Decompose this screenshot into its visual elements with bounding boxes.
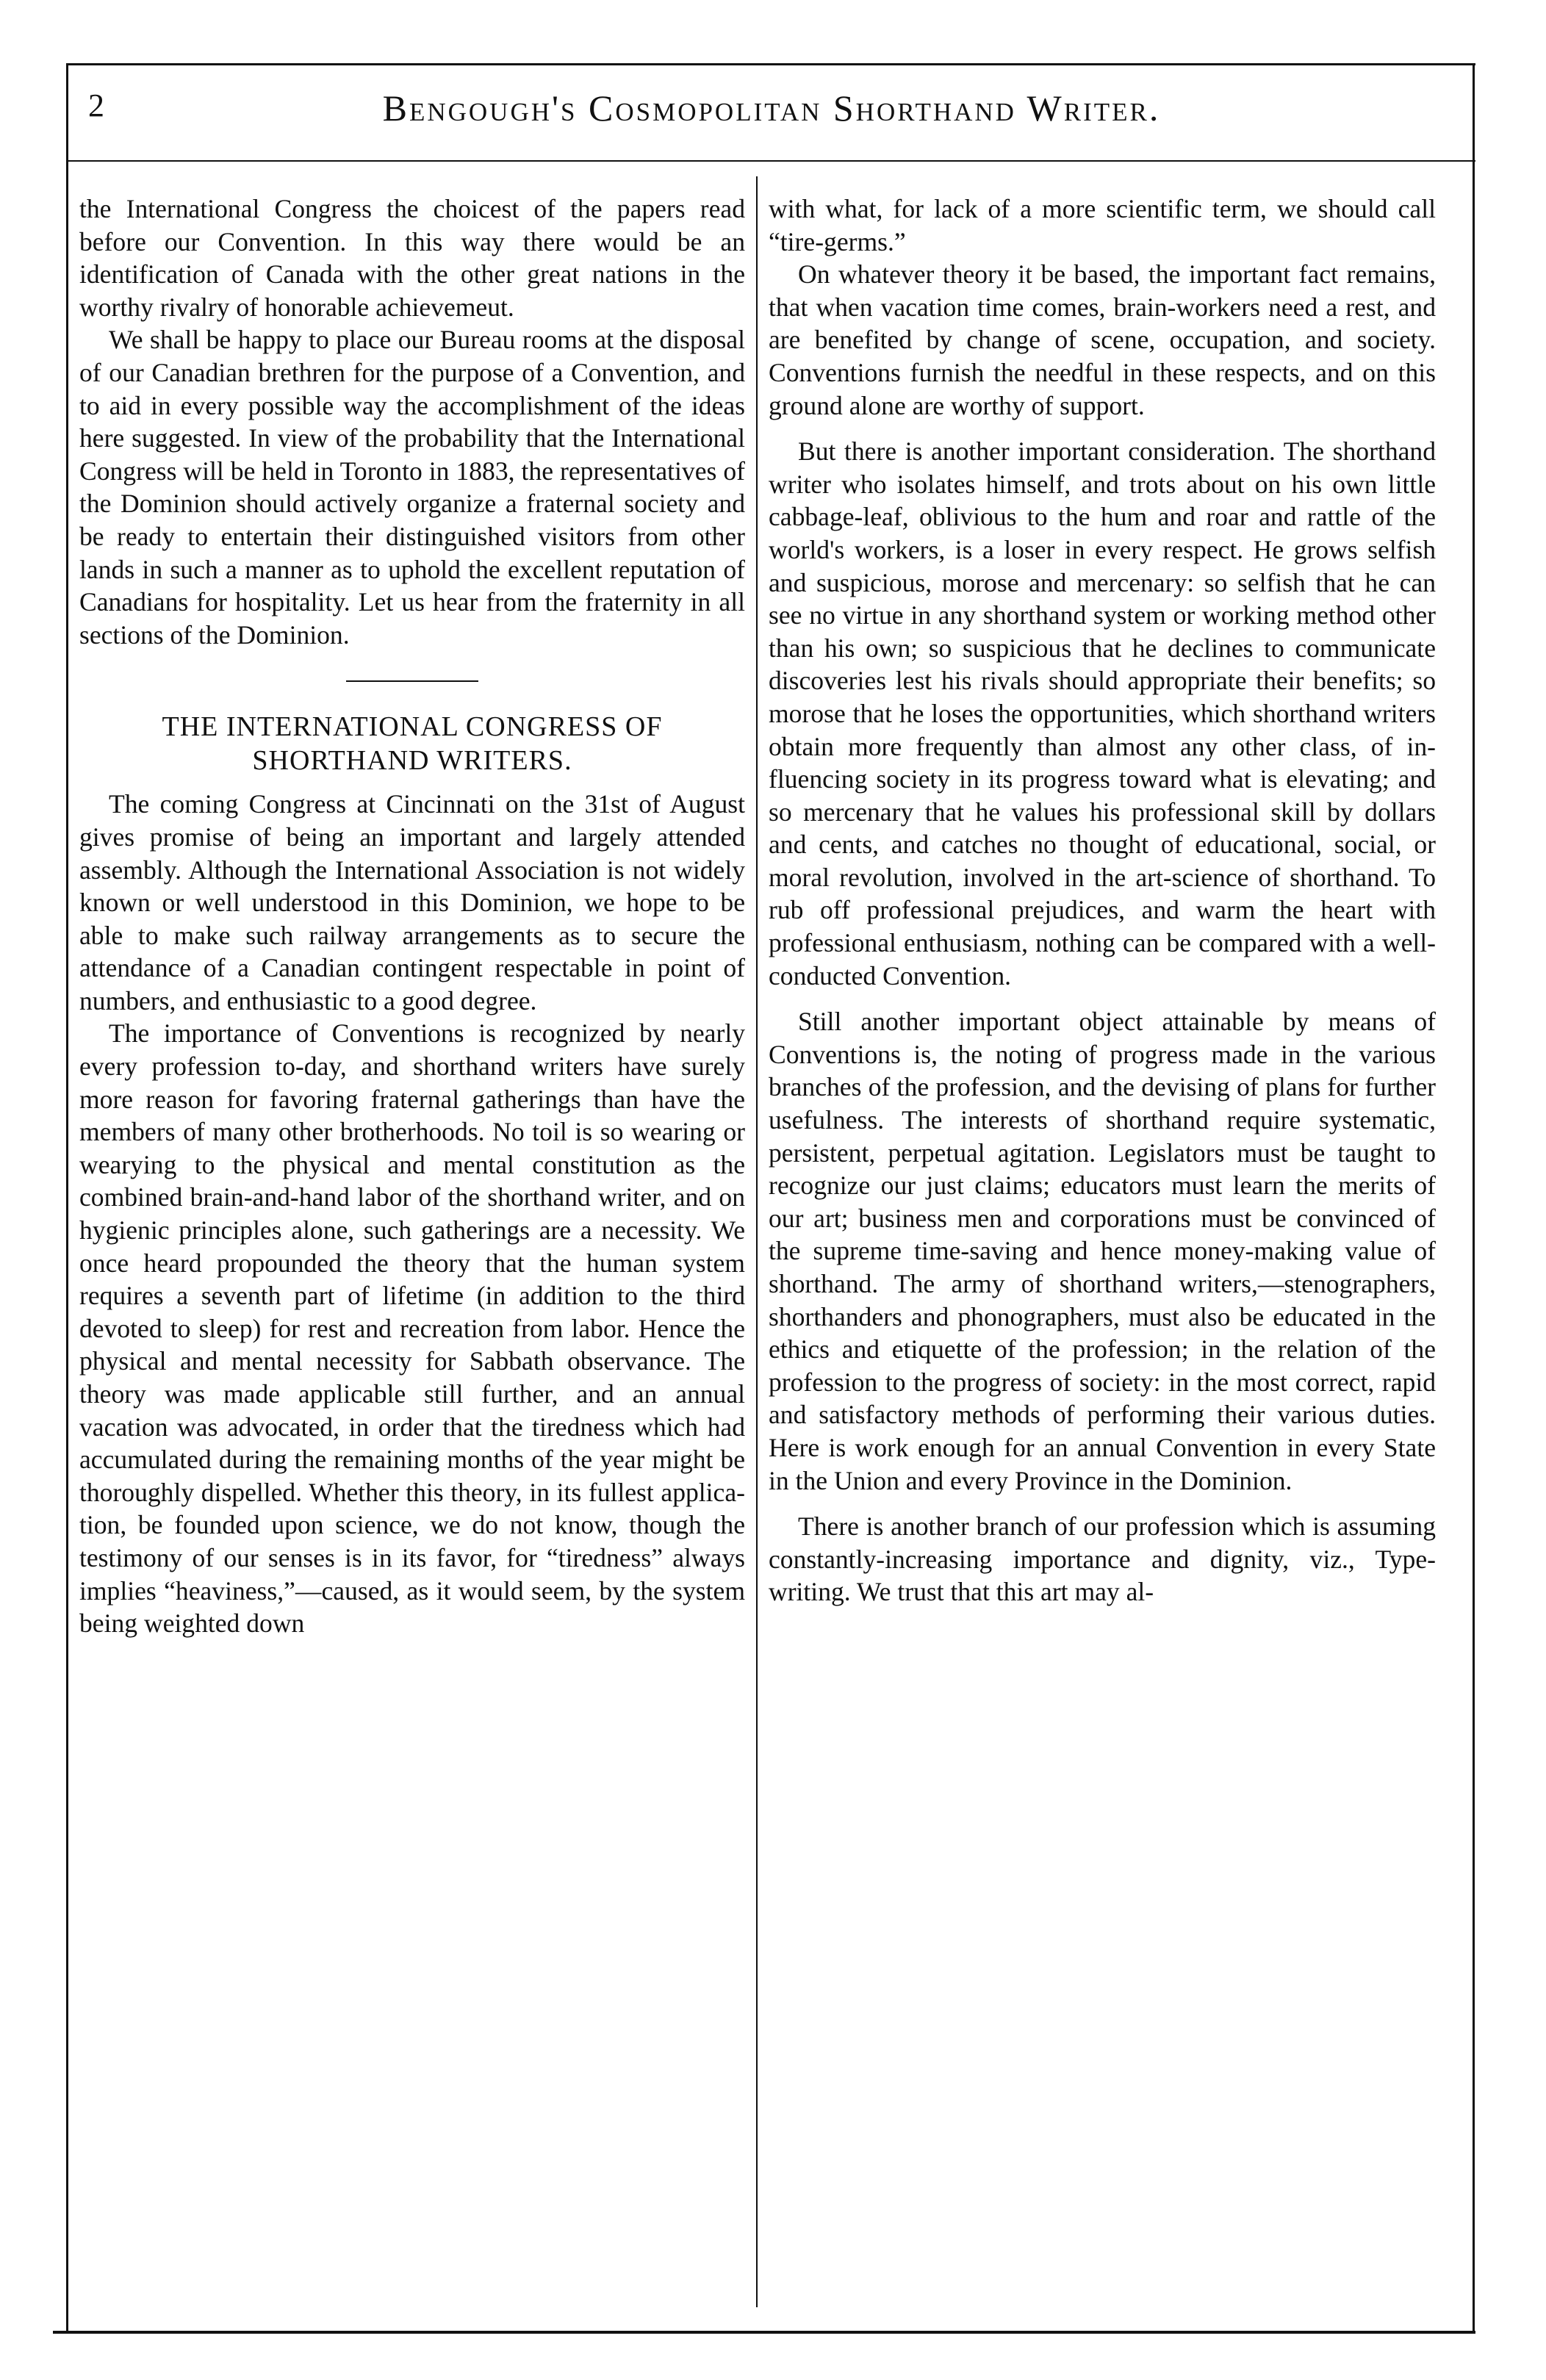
left-column: [79, 193, 745, 2323]
column-divider: [756, 176, 758, 2307]
paragraph: the International Congress the choicest of the papers read before our Convention. In this way there would be an identification of Canada with the other great nations in the worthy rivalry of honorable achievemeut.: [79, 194, 745, 322]
right-column: [769, 193, 1436, 2323]
paragraph: The importance of Conventions is recognized by nearly every profession to-day, and shorthand writers have surely more reason for favoring fraternal gatherings than have the members of many other brotherhoods. No toil is so wearing or wearying to the physical and mental constitution as the combined brain-and-hand labor of the shorthand writer, and on hygienic principles alone, such gatherings are a necessity. We once heard propounded the theory that the human system requires a seventh part of lifetime (in addition to the third devoted to sleep) for rest and recreation from labor. Hence the physical and mental necessity for Sabbath observance. The theory was made applicable still further, and an annual vacation was advocated, in order that the tiredness which had accumulated during the remaining months of the year might be thoroughly dispelled. Whether this theory, in its fullest application, be founded upon science, we do not know, though the testimony of our senses is in its favor, for “tiredness” always implies “heaviness,”—caused, as it would seem, by the system being weighted down: [79, 1018, 745, 1639]
section-title: THE INTERNATIONAL CONGRESS OF SHORTHAND WRITERS.: [162, 711, 663, 777]
page-header: [73, 87, 1470, 145]
paragraph: On whatever theory it be based, the important fact remains, that when vacation time comes, brain-workers need a rest, and are benefited by change of scene, occupation, and society. Conventions furnish the needful in these respects, and on this ground alone are worthy of support.: [769, 259, 1436, 420]
paragraph: We shall be happy to place our Bureau rooms at the disposal of our Canadian brethren for the purpose of a Convention, and to aid in every possible way the accomplishment of the ideas here suggested. In view of the probability that the International Congress will be held in Toronto in 1883, the representatives of the Dominion should actively organize a fraternal society and be ready to entertain their distinguished visitors from other lands in such a manner as to uphold the excellent reputation of Canadians for hospitality. Let us hear from the fraternity in all sections of the Dominion.: [79, 325, 745, 650]
top-rule: [66, 63, 1475, 65]
paragraph: with what, for lack of a more scientific term, we should call “tire-germs.”: [769, 194, 1436, 256]
paragraph: There is another branch of our profession which is assuming constantly-increasing importance and dignity, viz., Typewriting. We trust that this art may al-: [769, 1511, 1436, 1607]
bottom-rule: [53, 2331, 1475, 2334]
running-title: Bengough's Cosmopolitan Shorthand Writer.: [382, 87, 1161, 129]
page-number: 2: [88, 87, 104, 123]
header-rule: [66, 160, 1475, 162]
paragraph: The coming Congress at Cincinnati on the 31st of August gives promise of being an important and largely attended assembly. Although the International Association is not widely known or well understood in this Dominion, we hope to be able to make such railway arrangements as to secure the attendance of a Canadian contingent respectable in point of numbers, and enthusiastic to a good degree.: [79, 789, 745, 1015]
paragraph: Still another important object attainable by means of Conventions is, the noting of progress made in the various branches of the profession, and the devising of plans for further usefulness. The interests of shorthand require systematic, persistent, perpetual agitation. Legislators must be taught to recognize our just claims; educators must learn the merits of our art; business men and corporations must be convinced of the supreme time-saving and hence money-making value of shorthand. The army of shorthand writers,—stenographers, shorthanders and phonographers, must also be educated in the ethics and etiquette of the profession; in the relation of the profession to the progress of society: in the most correct, rapid and satisfactory methods of performing their various duties. Here is work enough for an annual Convention in every State in the Union and every Province in the Dominion.: [769, 1007, 1436, 1495]
paragraph: But there is another important consideration. The shorthand writer who isolates himself, and trots about on his own little cabbage-leaf, oblivious to the hum and roar and rattle of the world's workers, is a loser in every respect. He grows selfish and suspicious, morose and mercenary: so selfish that he can see no virtue in any shorthand system or working method other than his own; so suspicious that he declines to communicate discoveries lest his rivals should appropriate their benefits; so morose that he loses the opportunities, which shorthand writers obtain more frequently than almost any other class, of influencing society in its progress toward what is elevating; and so mercenary that he values his professional skill by dollars and cents, and catches no thought of educational, social, or moral revolution, involved in the art-science of shorthand. To rub off professional prejudices, and warm the heart with professional enthusiasm, nothing can be compared with a well-conducted Convention.: [769, 436, 1436, 991]
right-border: [1473, 63, 1475, 2334]
section-divider: [346, 680, 478, 682]
left-border: [66, 63, 68, 2334]
